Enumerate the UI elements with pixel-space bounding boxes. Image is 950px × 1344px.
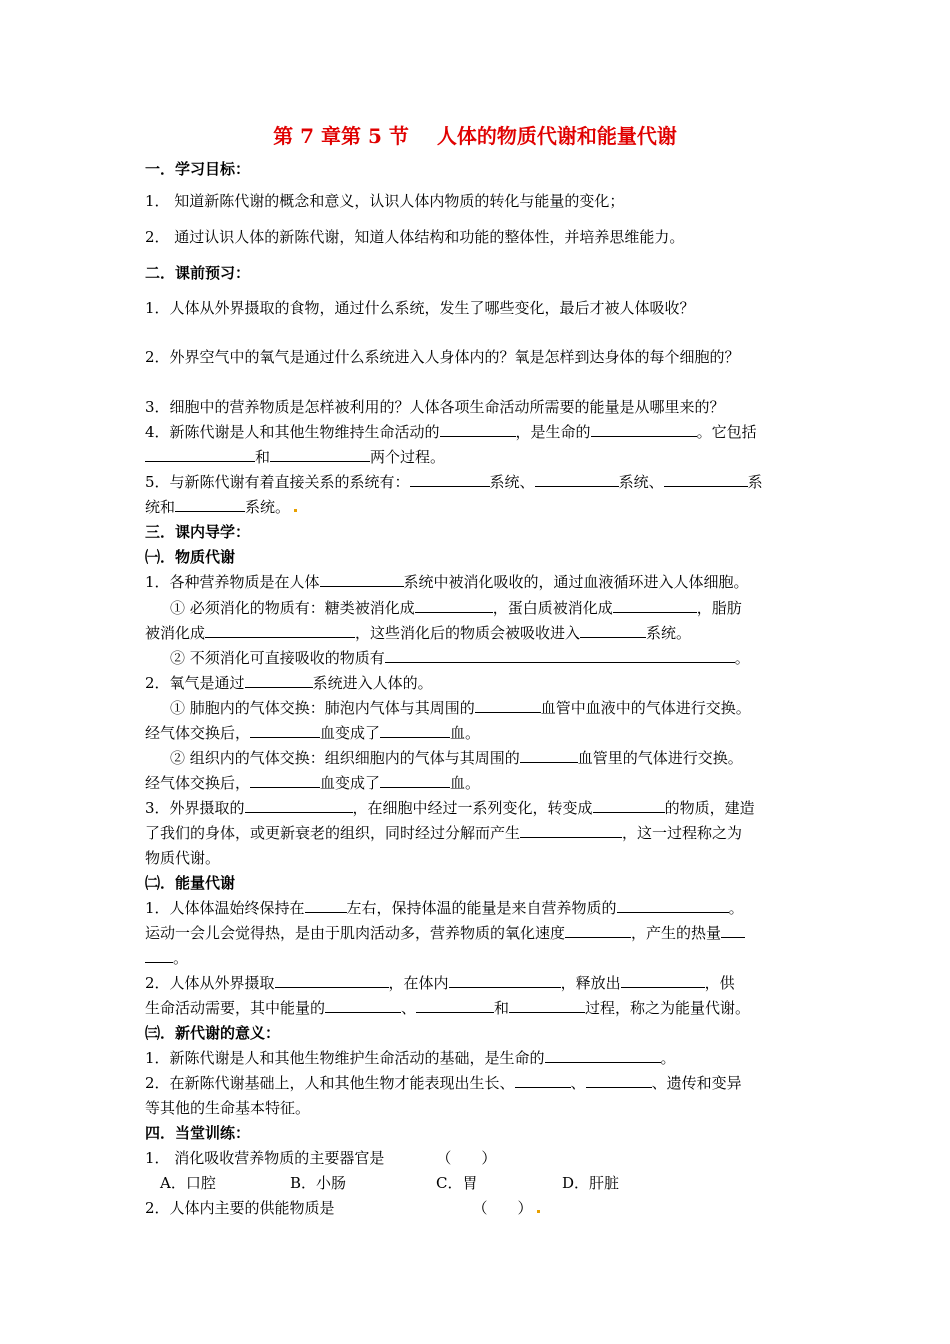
blank[interactable] [325, 998, 401, 1013]
page-title [0, 120, 950, 149]
preview-question: 1．人体从外界摄取的食物，通过什么系统，发生了哪些变化，最后才被人体吸收？ [145, 299, 695, 317]
guide-item-cont: 经气体交换后， 血变成了 血。 [145, 774, 481, 792]
section-heading-practice: 四．当堂训练： [145, 1124, 251, 1142]
blank[interactable] [515, 1073, 571, 1088]
blank[interactable] [520, 748, 578, 763]
answer-parentheses[interactable]: （ ） [472, 1199, 533, 1217]
preview-question: 2．外界空气中的氧气是通过什么系统进入人身体内的？氧是怎样到达身体的每个细胞的？ [145, 348, 740, 366]
option-c[interactable]: C．胃 [436, 1174, 478, 1192]
guide-item-cont: 运动一会儿会觉得热，是由于肌肉活动多，营养物质的氧化速度 ，产生的热量 [145, 922, 745, 943]
guide-item: ① 必须消化的物质有：糖类被消化成 ，蛋白质被消化成 ，脂肪 [170, 599, 742, 617]
blank[interactable] [617, 898, 729, 913]
blank[interactable] [475, 698, 541, 713]
practice-question: 2．人体内主要的供能物质是 （ ） [145, 1197, 540, 1218]
blank[interactable] [175, 497, 245, 512]
blank[interactable] [250, 723, 320, 738]
practice-question: 1． 消化吸收营养物质的主要器官是 （ ） [145, 1149, 497, 1167]
blank[interactable] [305, 898, 347, 913]
blank[interactable] [380, 773, 450, 788]
goal-item: 2． 通过认识人体的新陈代谢，知道人体结构和功能的整体性，并培养思维能力。 [145, 228, 685, 246]
blank[interactable] [270, 447, 370, 462]
blank[interactable] [565, 923, 631, 938]
guide-item-cont: 被消化成 ，这些消化后的物质会被吸收进入 系统。 [145, 624, 692, 642]
blank[interactable] [535, 472, 619, 487]
blank[interactable] [145, 948, 173, 963]
blank[interactable] [416, 998, 494, 1013]
blank[interactable] [520, 823, 622, 838]
preview-question-cont: 和 两个过程。 [145, 446, 445, 467]
guide-item-cont: 了我们的身体，或更新衰老的组织，同时经过分解而产生 ，这一过程称之为 [145, 824, 743, 842]
preview-question: 3．细胞中的营养物质是怎样被利用的？人体各项生命活动所需要的能量是从哪里来的？ [145, 398, 725, 416]
answer-parentheses[interactable]: （ ） [436, 1149, 497, 1167]
preview-question: 5．与新陈代谢有着直接关系的系统有： 系统、 系统、 系 [145, 473, 763, 491]
preview-question-cont: 统和 系统。 [145, 496, 297, 517]
guide-item: 1．人体体温始终保持在 左右，保持体温的能量是来自营养物质的 。 [145, 899, 744, 917]
guide-item-cont: 等其他的生命基本特征。 [145, 1099, 311, 1117]
blank[interactable] [621, 973, 705, 988]
blank[interactable] [580, 623, 646, 638]
blank[interactable] [245, 673, 313, 688]
blank[interactable] [380, 723, 450, 738]
guide-item-cont: 。 [145, 947, 188, 968]
blank[interactable] [593, 798, 665, 813]
guide-item: 2．在新陈代谢基础上，人和其他生物才能表现出生长、 、 、遗传和变异 [145, 1074, 742, 1092]
blank[interactable] [275, 973, 389, 988]
chapter-label: 第 7 章第 5 节 [273, 124, 409, 148]
guide-item: ② 不须消化可直接吸收的物质有 。 [170, 649, 750, 667]
blank[interactable] [586, 1073, 652, 1088]
blank[interactable] [410, 472, 490, 487]
blank[interactable] [245, 798, 353, 813]
blank[interactable] [385, 648, 735, 663]
practice-options [160, 1172, 619, 1193]
section-heading-preview: 二．课前预习： [145, 264, 251, 282]
blank[interactable] [449, 973, 561, 988]
guide-item: 2．氧气是通过 系统进入人体的。 [145, 674, 433, 692]
blank[interactable] [440, 422, 516, 437]
guide-item: ① 肺胞内的气体交换：肺泡内气体与其周围的 血管中血液中的气体进行交换。 [170, 699, 751, 717]
subsection-heading: ㈠．物质代谢 [145, 548, 236, 566]
section-heading-guide: 三．课内导学： [145, 523, 251, 541]
guide-item: 3．外界摄取的 ，在细胞中经过一系列变化，转变成 的物质，建造 [145, 799, 755, 817]
guide-item-cont: 生命活动需要，其中能量的 、 和 过程，称之为能量代谢。 [145, 999, 751, 1017]
guide-item: ② 组织内的气体交换：组织细胞内的气体与其周围的 血管里的气体进行交换。 [170, 749, 743, 767]
option-b[interactable]: B．小肠 [290, 1174, 347, 1192]
guide-item: 2．人体从外界摄取 ，在体内 ，释放出 ，供 [145, 974, 735, 992]
section-heading-goals: 一．学习目标： [145, 160, 251, 178]
blank[interactable] [613, 598, 697, 613]
subsection-heading: ㈢．新代谢的意义： [145, 1024, 281, 1042]
mark-dot-icon [537, 1210, 540, 1213]
blank[interactable] [320, 572, 404, 587]
blank[interactable] [250, 773, 320, 788]
guide-item-cont: 经气体交换后， 血变成了 血。 [145, 724, 481, 742]
blank[interactable] [664, 472, 748, 487]
guide-item-cont: 物质代谢。 [145, 849, 221, 867]
preview-question: 4．新陈代谢是人和其他生物维持生命活动的 ，是生命的 。它包括 [145, 423, 757, 441]
blank[interactable] [545, 1048, 661, 1063]
blank[interactable] [721, 923, 745, 938]
blank[interactable] [145, 447, 255, 462]
blank[interactable] [509, 998, 585, 1013]
blank[interactable] [415, 598, 493, 613]
option-a[interactable]: A．口腔 [160, 1174, 216, 1192]
guide-item: 1．各种营养物质是在人体 系统中被消化吸收的，通过血液循环进入人体细胞。 [145, 573, 749, 591]
blank[interactable] [591, 422, 697, 437]
guide-item: 1．新陈代谢是人和其他生物维护生命活动的基础，是生命的 。 [145, 1049, 676, 1067]
section-title: 人体的物质代谢和能量代谢 [436, 124, 677, 148]
option-d[interactable]: D．肝脏 [562, 1174, 620, 1192]
goal-item: 1． 知道新陈代谢的概念和意义，认识人体内物质的转化与能量的变化； [145, 192, 625, 210]
blank[interactable] [205, 623, 355, 638]
subsection-heading: ㈡．能量代谢 [145, 874, 236, 892]
mark-dot-icon [294, 509, 297, 512]
